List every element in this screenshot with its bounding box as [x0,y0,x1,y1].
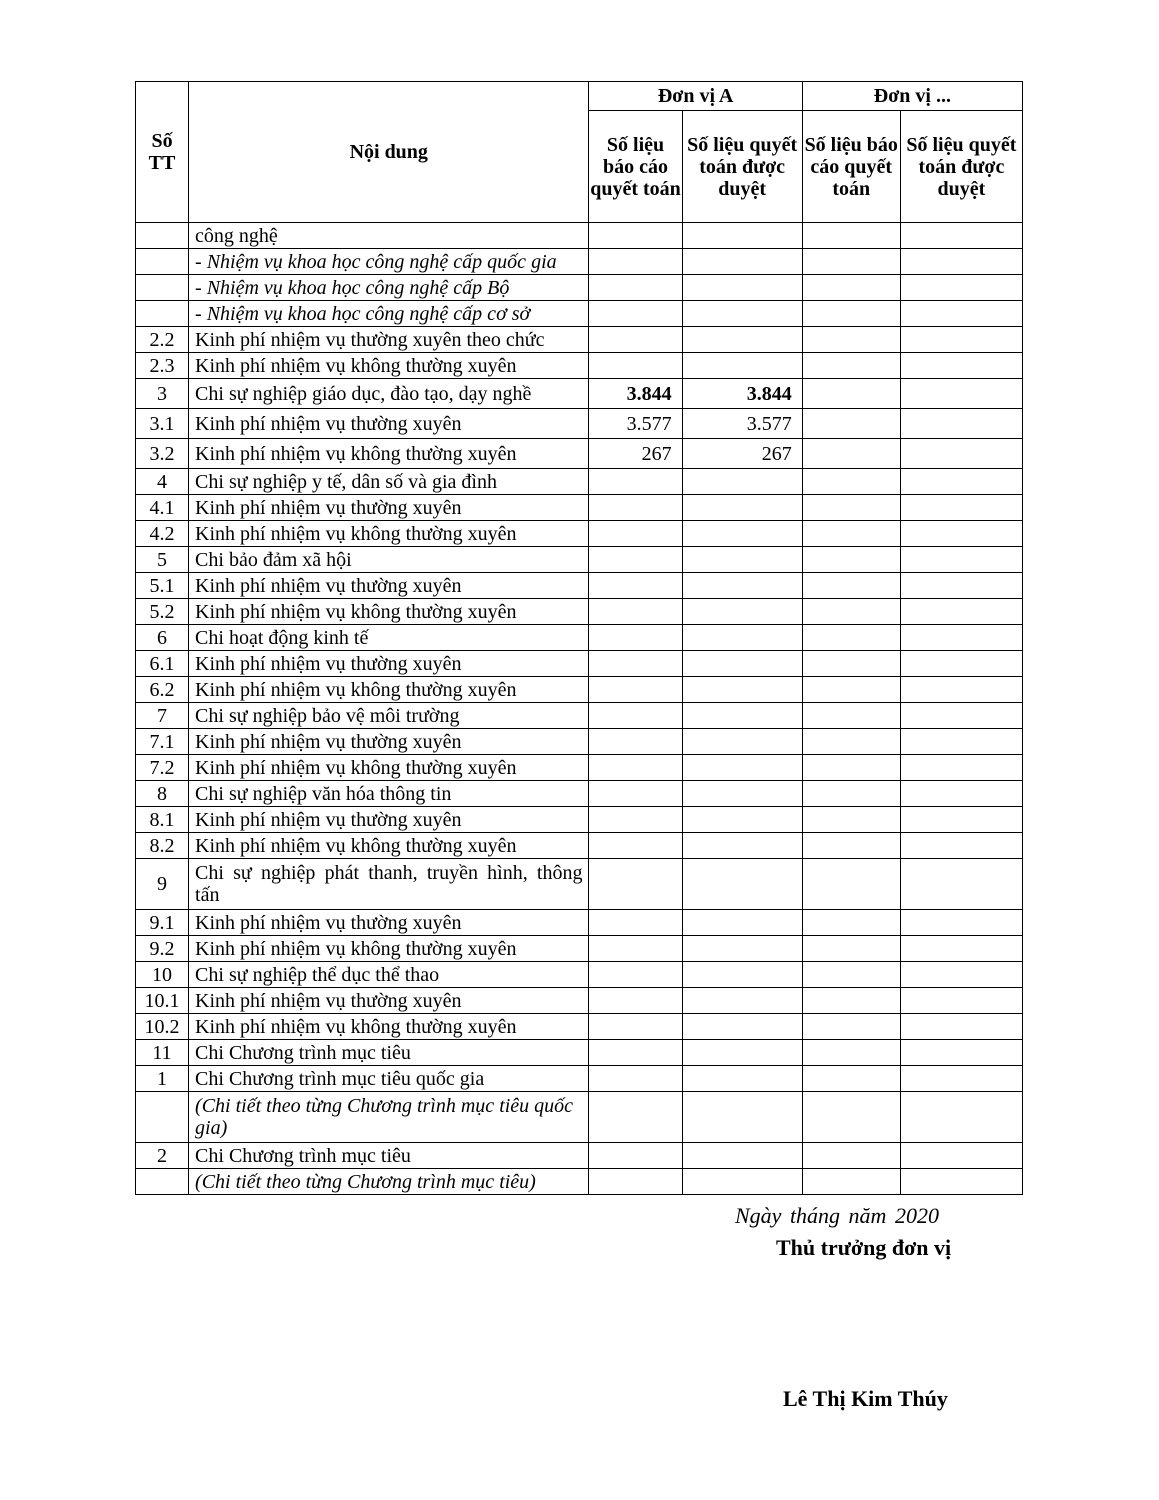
unit-a-approved-value [682,807,802,833]
row-content: Kinh phí nhiệm vụ thường xuyên [189,495,589,521]
unit-other-reported-value [802,409,900,439]
unit-other-approved-value [900,962,1022,988]
row-content: Chi sự nghiệp văn hóa thông tin [189,781,589,807]
unit-a-approved-value [682,729,802,755]
unit-a-approved-value: 267 [682,439,802,469]
table-row [136,755,1023,781]
row-content: Kinh phí nhiệm vụ không thường xuyên [189,439,589,469]
row-content: Kinh phí nhiệm vụ không thường xuyên [189,936,589,962]
footer-date: Ngày tháng năm 2020 [735,1203,939,1228]
table-row [136,379,1023,409]
unit-a-approved-value: 3.577 [682,409,802,439]
unit-other-reported-value [802,988,900,1014]
row-content: Kinh phí nhiệm vụ thường xuyên theo chức [189,327,589,353]
unit-other-approved-value [900,495,1022,521]
table-row [136,521,1023,547]
unit-other-reported-value [802,1169,900,1195]
row-stt: 11 [136,1040,189,1066]
unit-a-approved-value [682,353,802,379]
row-content: Kinh phí nhiệm vụ thường xuyên [189,573,589,599]
unit-a-approved-value [682,1169,802,1195]
unit-other-reported-value [802,275,900,301]
unit-other-approved-value [900,755,1022,781]
row-stt: 10.2 [136,1014,189,1040]
unit-a-reported-value [589,495,682,521]
unit-a-approved-value [682,910,802,936]
unit-a-approved-value: 3.844 [682,379,802,409]
unit-other-approved-value [900,1143,1022,1169]
unit-a-reported-value [589,249,682,275]
unit-a-reported-value [589,962,682,988]
table-row [136,1092,1023,1143]
row-stt: 6.2 [136,677,189,703]
row-content: công nghệ [189,223,589,249]
unit-a-reported-value [589,327,682,353]
unit-a-approved-value [682,677,802,703]
unit-a-approved-value [682,1066,802,1092]
table-row [136,573,1023,599]
signer-name: Lê Thị Kim Thúy [783,1386,948,1411]
table-row [136,1169,1023,1195]
unit-other-approved-value [900,859,1022,910]
table-row [136,807,1023,833]
header-unit-other-approved: Số liệu quyết toán được duyệt [900,111,1022,223]
unit-other-reported-value [802,910,900,936]
row-stt: 8 [136,781,189,807]
unit-other-approved-value [900,936,1022,962]
unit-a-approved-value [682,1014,802,1040]
unit-other-approved-value [900,353,1022,379]
unit-other-approved-value [900,275,1022,301]
unit-other-approved-value [900,1040,1022,1066]
unit-other-approved-value [900,677,1022,703]
unit-other-approved-value [900,625,1022,651]
row-stt: 5 [136,547,189,573]
table-body [136,223,1023,1195]
unit-other-reported-value [802,625,900,651]
table-row [136,599,1023,625]
signer-title: Thủ trưởng đơn vị [776,1235,952,1260]
unit-other-approved-value [900,223,1022,249]
unit-a-approved-value [682,1092,802,1143]
unit-other-approved-value [900,910,1022,936]
row-content: Chi Chương trình mục tiêu [189,1040,589,1066]
table-row [136,1143,1023,1169]
unit-a-reported-value [589,1066,682,1092]
unit-other-reported-value [802,1040,900,1066]
unit-a-reported-value [589,1092,682,1143]
row-stt: 5.2 [136,599,189,625]
row-content: (Chi tiết theo từng Chương trình mục tiêu quốc gia) [189,1092,589,1143]
table-row [136,677,1023,703]
unit-a-reported-value: 3.844 [589,379,682,409]
header-content: Nội dung [189,82,589,223]
unit-other-reported-value [802,781,900,807]
unit-a-reported-value [589,910,682,936]
row-content: Chi Chương trình mục tiêu [189,1143,589,1169]
table-row [136,301,1023,327]
row-stt: 5.1 [136,573,189,599]
unit-other-reported-value [802,353,900,379]
unit-other-reported-value [802,755,900,781]
table-row [136,936,1023,962]
row-stt: 7 [136,703,189,729]
unit-a-reported-value [589,1169,682,1195]
unit-a-approved-value [682,469,802,495]
table-row [136,833,1023,859]
unit-other-approved-value [900,807,1022,833]
unit-other-reported-value [802,703,900,729]
row-stt: 4.1 [136,495,189,521]
unit-other-approved-value [900,573,1022,599]
unit-other-approved-value [900,781,1022,807]
row-content: Kinh phí nhiệm vụ không thường xuyên [189,599,589,625]
row-content: Chi Chương trình mục tiêu quốc gia [189,1066,589,1092]
unit-a-reported-value [589,625,682,651]
unit-other-reported-value [802,547,900,573]
row-stt [136,301,189,327]
unit-other-reported-value [802,677,900,703]
unit-a-approved-value [682,573,802,599]
row-stt: 2.3 [136,353,189,379]
table-row [136,1066,1023,1092]
unit-other-reported-value [802,469,900,495]
unit-a-approved-value [682,988,802,1014]
table-row [136,409,1023,439]
row-stt: 2.2 [136,327,189,353]
unit-a-approved-value [682,327,802,353]
table-row [136,1014,1023,1040]
unit-other-approved-value [900,301,1022,327]
row-stt: 4.2 [136,521,189,547]
unit-a-reported-value [589,781,682,807]
table-row [136,962,1023,988]
table-row [136,439,1023,469]
row-content: Kinh phí nhiệm vụ không thường xuyên [189,1014,589,1040]
row-stt: 6 [136,625,189,651]
unit-a-approved-value [682,547,802,573]
table-row [136,729,1023,755]
unit-other-reported-value [802,249,900,275]
unit-a-approved-value [682,625,802,651]
row-stt: 4 [136,469,189,495]
unit-other-approved-value [900,547,1022,573]
row-stt: 2 [136,1143,189,1169]
table-row [136,625,1023,651]
settlement-table [135,81,1023,1195]
unit-a-approved-value [682,781,802,807]
unit-a-approved-value [682,301,802,327]
table-row [136,651,1023,677]
unit-other-reported-value [802,379,900,409]
table-row [136,249,1023,275]
row-content: - Nhiệm vụ khoa học công nghệ cấp cơ sở [189,301,589,327]
unit-a-approved-value [682,833,802,859]
table-row [136,327,1023,353]
row-content: Kinh phí nhiệm vụ thường xuyên [189,651,589,677]
unit-a-reported-value [589,275,682,301]
unit-other-approved-value [900,1014,1022,1040]
unit-other-approved-value [900,327,1022,353]
unit-a-approved-value [682,521,802,547]
row-content: Chi sự nghiệp bảo vệ môi trường [189,703,589,729]
table-row [136,547,1023,573]
row-content: Kinh phí nhiệm vụ thường xuyên [189,729,589,755]
unit-a-reported-value: 267 [589,439,682,469]
unit-other-approved-value [900,988,1022,1014]
unit-other-reported-value [802,223,900,249]
unit-a-reported-value [589,677,682,703]
unit-other-reported-value [802,833,900,859]
unit-a-reported-value [589,859,682,910]
row-content: Chi bảo đảm xã hội [189,547,589,573]
row-stt: 10 [136,962,189,988]
unit-other-reported-value [802,729,900,755]
table-row [136,469,1023,495]
unit-a-reported-value [589,833,682,859]
unit-a-reported-value [589,547,682,573]
table-row [136,1040,1023,1066]
unit-a-reported-value [589,755,682,781]
unit-a-approved-value [682,1143,802,1169]
unit-a-approved-value [682,495,802,521]
table-row [136,223,1023,249]
table-row [136,781,1023,807]
unit-other-reported-value [802,301,900,327]
row-content: Chi sự nghiệp thể dục thể thao [189,962,589,988]
table-row [136,495,1023,521]
unit-other-approved-value [900,729,1022,755]
unit-other-reported-value [802,439,900,469]
row-content: Chi sự nghiệp phát thanh, truyền hình, thông tấn [189,859,589,910]
row-content: Kinh phí nhiệm vụ thường xuyên [189,988,589,1014]
unit-other-reported-value [802,1014,900,1040]
row-content: - Nhiệm vụ khoa học công nghệ cấp quốc gia [189,249,589,275]
unit-a-reported-value [589,729,682,755]
unit-a-approved-value [682,703,802,729]
unit-other-reported-value [802,859,900,910]
unit-other-approved-value [900,249,1022,275]
unit-a-reported-value [589,573,682,599]
unit-a-approved-value [682,962,802,988]
unit-other-reported-value [802,936,900,962]
unit-a-reported-value [589,599,682,625]
unit-other-reported-value [802,573,900,599]
unit-a-reported-value [589,936,682,962]
unit-other-approved-value [900,599,1022,625]
unit-other-approved-value [900,703,1022,729]
row-stt: 9.1 [136,910,189,936]
table-row [136,910,1023,936]
unit-a-approved-value [682,249,802,275]
row-content: - Nhiệm vụ khoa học công nghệ cấp Bộ [189,275,589,301]
header-unit-other: Đơn vị ... [802,82,1022,111]
row-content: Chi hoạt động kinh tế [189,625,589,651]
row-content: Kinh phí nhiệm vụ không thường xuyên [189,353,589,379]
row-content: Kinh phí nhiệm vụ thường xuyên [189,910,589,936]
unit-other-approved-value [900,833,1022,859]
unit-a-reported-value [589,223,682,249]
unit-other-approved-value [900,1092,1022,1143]
unit-other-approved-value [900,439,1022,469]
unit-other-reported-value [802,962,900,988]
header-unit-a-approved: Số liệu quyết toán được duyệt [682,111,802,223]
header-unit-a-reported: Số liệu báo cáo quyết toán [589,111,682,223]
unit-a-approved-value [682,755,802,781]
row-stt: 3.2 [136,439,189,469]
unit-a-reported-value [589,988,682,1014]
unit-other-reported-value [802,807,900,833]
row-content: Kinh phí nhiệm vụ thường xuyên [189,807,589,833]
unit-other-approved-value [900,409,1022,439]
unit-other-approved-value [900,1169,1022,1195]
unit-a-reported-value [589,301,682,327]
table-row [136,988,1023,1014]
table-row [136,353,1023,379]
row-content: Kinh phí nhiệm vụ không thường xuyên [189,833,589,859]
unit-other-reported-value [802,599,900,625]
row-stt [136,1092,189,1143]
unit-a-reported-value [589,703,682,729]
row-stt [136,223,189,249]
row-content: Chi sự nghiệp y tế, dân số và gia đình [189,469,589,495]
table-row [136,275,1023,301]
unit-other-reported-value [802,1092,900,1143]
row-stt [136,249,189,275]
unit-a-reported-value [589,651,682,677]
unit-other-reported-value [802,1066,900,1092]
unit-a-reported-value [589,807,682,833]
unit-a-reported-value [589,1040,682,1066]
unit-other-reported-value [802,521,900,547]
row-stt: 1 [136,1066,189,1092]
unit-a-reported-value [589,1143,682,1169]
row-stt: 7.2 [136,755,189,781]
row-stt: 10.1 [136,988,189,1014]
unit-a-reported-value [589,1014,682,1040]
unit-a-reported-value: 3.577 [589,409,682,439]
unit-other-approved-value [900,379,1022,409]
unit-a-approved-value [682,651,802,677]
unit-other-reported-value [802,1143,900,1169]
header-stt: Số TT [136,82,189,223]
row-content: Kinh phí nhiệm vụ không thường xuyên [189,755,589,781]
table-row [136,703,1023,729]
row-content: Kinh phí nhiệm vụ thường xuyên [189,409,589,439]
unit-other-reported-value [802,327,900,353]
unit-a-reported-value [589,469,682,495]
unit-a-approved-value [682,223,802,249]
unit-a-approved-value [682,859,802,910]
unit-other-approved-value [900,1066,1022,1092]
unit-other-approved-value [900,651,1022,677]
row-stt: 7.1 [136,729,189,755]
row-stt: 9.2 [136,936,189,962]
row-stt: 3.1 [136,409,189,439]
row-stt [136,1169,189,1195]
row-stt: 8.2 [136,833,189,859]
row-stt: 9 [136,859,189,910]
unit-a-approved-value [682,599,802,625]
row-stt: 8.1 [136,807,189,833]
row-content: Kinh phí nhiệm vụ không thường xuyên [189,677,589,703]
unit-a-reported-value [589,521,682,547]
unit-a-approved-value [682,936,802,962]
unit-other-approved-value [900,521,1022,547]
unit-other-reported-value [802,651,900,677]
unit-other-reported-value [802,495,900,521]
unit-a-reported-value [589,353,682,379]
unit-other-approved-value [900,469,1022,495]
unit-a-approved-value [682,275,802,301]
header-unit-other-reported: Số liệu báo cáo quyết toán [802,111,900,223]
row-stt [136,275,189,301]
row-content: Kinh phí nhiệm vụ không thường xuyên [189,521,589,547]
row-stt: 3 [136,379,189,409]
header-unit-a: Đơn vị A [589,82,802,111]
row-stt: 6.1 [136,651,189,677]
table-row [136,859,1023,910]
row-content: (Chi tiết theo từng Chương trình mục tiêu) [189,1169,589,1195]
unit-a-approved-value [682,1040,802,1066]
row-content: Chi sự nghiệp giáo dục, đào tạo, dạy nghề [189,379,589,409]
